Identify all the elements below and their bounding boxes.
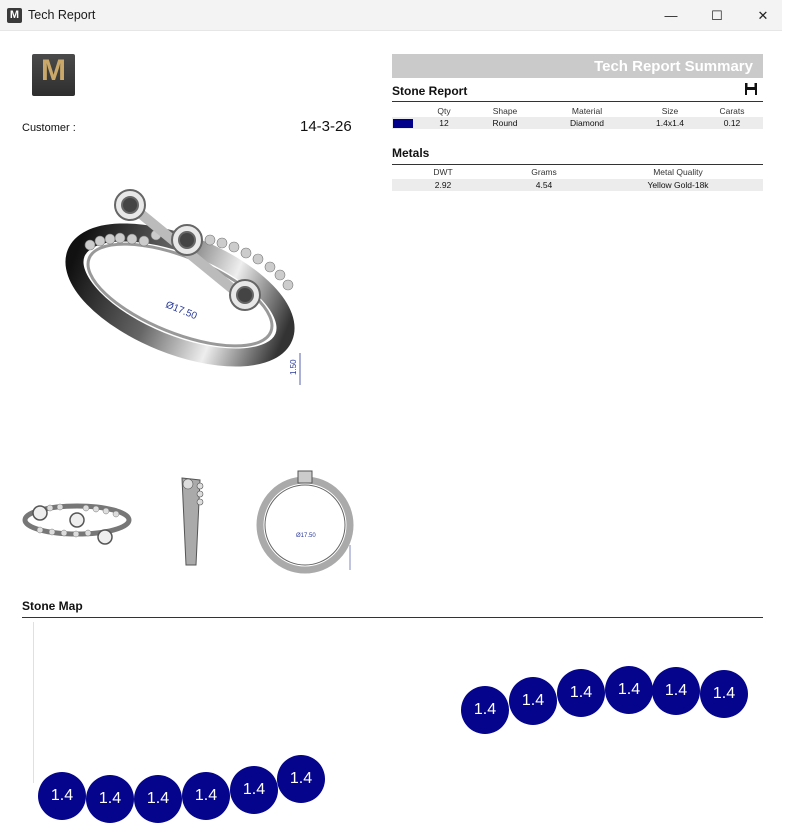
stone-marker[interactable]: 1.4: [509, 677, 557, 725]
close-button[interactable]: ✕: [757, 7, 769, 23]
cell-grams: 4.54: [535, 180, 553, 190]
stone-report-divider: [392, 101, 763, 102]
stone-report-title: Stone Report: [392, 84, 468, 98]
stone-color-swatch: [393, 119, 413, 128]
stone-marker[interactable]: 1.4: [557, 669, 605, 717]
cell-shape: Round: [492, 118, 518, 128]
company-logo: [32, 54, 75, 96]
stone-marker[interactable]: 1.4: [700, 670, 748, 718]
stone-map-divider: [22, 617, 763, 618]
table-row: [392, 179, 763, 191]
summary-header: [392, 54, 763, 78]
table-row: [392, 117, 763, 129]
cell-material: Diamond: [569, 118, 605, 128]
ring-front-view: [160, 470, 220, 570]
col-carats: Carats: [719, 106, 745, 116]
report-date: 14-3-26: [300, 118, 352, 135]
thickness-label: 1.50: [289, 359, 298, 375]
col-grams: Grams: [531, 167, 557, 177]
cell-metal-quality: Yellow Gold-18k: [647, 180, 709, 190]
summary-title: Tech Report Summary: [594, 58, 753, 75]
cell-dwt: 2.92: [434, 180, 452, 190]
stone-map-frame: [33, 622, 34, 783]
window-title: Tech Report: [28, 8, 96, 22]
save-icon[interactable]: [744, 82, 758, 96]
ring-main-render: [60, 175, 330, 405]
logo-letter: M: [41, 54, 66, 87]
stone-marker[interactable]: 1.4: [605, 666, 653, 714]
col-qty: Qty: [437, 106, 451, 116]
stone-marker[interactable]: 1.4: [277, 755, 325, 803]
ring-side-view: [20, 485, 135, 555]
col-material: Material: [571, 106, 603, 116]
cell-qty: 12: [439, 118, 449, 128]
col-metal-quality: Metal Quality: [653, 167, 703, 177]
cell-carats: 0.12: [723, 118, 741, 128]
col-dwt: DWT: [433, 167, 453, 177]
stone-marker[interactable]: 1.4: [38, 772, 86, 820]
metals-title: Metals: [392, 146, 430, 160]
svg-text:Ø17.50: Ø17.50: [296, 533, 316, 539]
title-bar: [0, 0, 782, 31]
col-shape: Shape: [492, 106, 518, 116]
app-icon: M: [7, 8, 22, 23]
metals-table-header: [392, 166, 763, 178]
stone-marker[interactable]: 1.4: [134, 775, 182, 823]
metals-divider: [392, 164, 763, 165]
stone-marker[interactable]: 1.4: [461, 686, 509, 734]
maximize-button[interactable]: ☐: [711, 7, 723, 23]
stone-marker[interactable]: 1.4: [86, 775, 134, 823]
minimize-button[interactable]: —: [664, 8, 678, 23]
col-size: Size: [661, 106, 679, 116]
stone-marker[interactable]: 1.4: [230, 766, 278, 814]
stone-table-header: [392, 105, 763, 117]
stone-map-title: Stone Map: [22, 599, 83, 613]
customer-label: Customer :: [22, 122, 76, 134]
cell-size: 1.4x1.4: [656, 118, 684, 128]
stone-marker[interactable]: 1.4: [652, 667, 700, 715]
diameter-label: Ø17.50: [163, 299, 199, 323]
ring-top-view: [250, 465, 365, 575]
stone-marker[interactable]: 1.4: [182, 772, 230, 820]
